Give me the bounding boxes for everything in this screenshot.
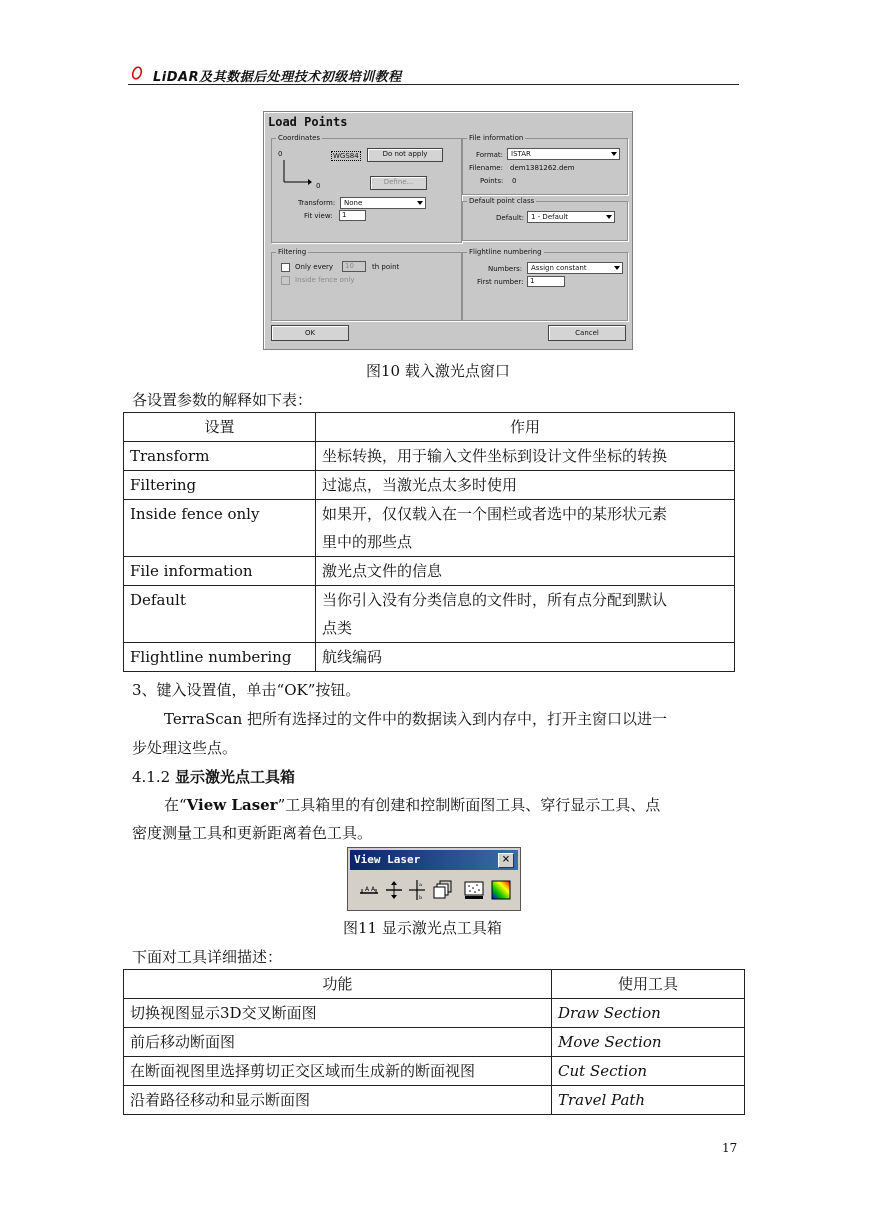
table-row	[124, 557, 735, 586]
svg-text:b: b	[419, 895, 423, 901]
table-header-cell: 设置	[124, 413, 316, 442]
only-every-label: Only every	[295, 263, 334, 271]
section-heading	[132, 766, 295, 787]
paragraph-2-suffix: ”工具箱里的有创建和控制断面图工具、穿行显示工具、点	[277, 796, 661, 814]
view-laser-toolbar	[347, 847, 521, 911]
table-cell: Move Section	[552, 1028, 745, 1057]
figure-11-caption: 图11 显示激光点工具箱	[343, 919, 502, 937]
first-number-label: First number:	[477, 278, 524, 286]
table-cell: 切换视图显示3D交叉断面图	[124, 999, 552, 1028]
table-cell: Default	[124, 586, 316, 643]
table-cell-line: 当你引入没有分类信息的文件时，所有点分配到默认	[322, 591, 668, 609]
dialog-title: Load Points	[268, 115, 348, 129]
inside-fence-label: Inside fence only	[295, 276, 355, 284]
svg-text:a: a	[419, 882, 422, 888]
table-cell: 沿着路径移动和显示断面图	[124, 1086, 552, 1115]
default-class-label: Default point class	[469, 197, 535, 205]
table1-intro: 各设置参数的解释如下表：	[132, 391, 313, 409]
first-number-input[interactable]: 1	[527, 276, 565, 287]
figure-10-caption: 图10 载入激光点窗口	[366, 362, 510, 380]
default-class-value: 1 - Default	[531, 213, 569, 221]
table-cell: Transform	[124, 442, 316, 471]
table-cell: 前后移动断面图	[124, 1028, 552, 1057]
header-title: LiDAR及其数据后处理技术初级培训教程	[153, 70, 402, 85]
table-cell: Inside fence only	[124, 500, 316, 557]
svg-text:A A: A A	[365, 886, 376, 893]
fit-view-input[interactable]: 1	[339, 210, 366, 221]
format-select[interactable]	[507, 148, 620, 160]
toolbar-title: View Laser	[354, 853, 421, 866]
wgs84-label: WGS84	[333, 152, 359, 160]
update-distance-coloring-icon[interactable]	[490, 879, 512, 901]
table-cell: Filtering	[124, 471, 316, 500]
chevron-down-icon	[417, 201, 423, 205]
table-header-cell: 使用工具	[552, 970, 745, 999]
filename-value: dem1381262.dem	[510, 164, 575, 172]
points-label: Points:	[480, 177, 504, 185]
table-cell: 在断面视图里选择剪切正交区域而生成新的断面视图	[124, 1057, 552, 1086]
paragraph-2-bold: View Laser	[186, 796, 278, 814]
table-header-row	[124, 970, 745, 999]
filename-label: Filename:	[469, 164, 503, 172]
chevron-down-icon	[614, 266, 620, 270]
paragraph-2-prefix: 在“	[164, 796, 187, 814]
file-info-label: File information	[469, 134, 524, 142]
points-value: 0	[512, 177, 517, 185]
table-row	[124, 1086, 745, 1115]
settings-table	[123, 412, 735, 672]
logo-icon	[131, 66, 143, 80]
table-cell: 过滤点，当激光点太多时使用	[316, 471, 735, 500]
paragraph-2-line-2: 密度测量工具和更新距离着色工具。	[132, 824, 373, 842]
fit-view-label: Fit view:	[304, 212, 333, 220]
format-label: Format:	[476, 151, 504, 159]
table-cell: Flightline numbering	[124, 643, 316, 672]
draw-section-icon[interactable]	[358, 879, 380, 901]
origin-top: 0	[278, 150, 283, 158]
flightline-label: Flightline numbering	[469, 248, 542, 256]
section-title: 显示激光点工具箱	[174, 768, 295, 786]
cancel-button[interactable]: Cancel	[548, 325, 626, 341]
table-row	[124, 999, 745, 1028]
table-cell-multiline	[316, 500, 735, 557]
page-number: 17	[722, 1141, 738, 1155]
chevron-down-icon	[611, 152, 617, 156]
travel-path-icon[interactable]	[432, 879, 454, 901]
define-button[interactable]: Define...	[370, 176, 427, 190]
table-cell: File information	[124, 557, 316, 586]
default-label: Default:	[496, 214, 524, 222]
only-every-input[interactable]: 10	[342, 261, 366, 272]
axes-icon	[282, 160, 312, 188]
chevron-down-icon	[606, 215, 612, 219]
header-rule	[128, 84, 739, 85]
table-cell: 航线编码	[316, 643, 735, 672]
load-points-dialog	[263, 111, 633, 350]
default-class-select[interactable]	[527, 211, 615, 223]
table-cell-line: 点类	[322, 619, 353, 637]
close-button[interactable]: ×	[498, 853, 514, 868]
paragraph-2-line-1	[164, 794, 660, 815]
section-number: 4.1.2	[132, 768, 171, 786]
transform-label: Transform:	[298, 199, 336, 207]
table-row	[124, 500, 735, 557]
table-row	[124, 1028, 745, 1057]
th-point-label: th point	[372, 263, 400, 271]
paragraph-1-line-2: 步处理这些点。	[132, 739, 238, 757]
filtering-label: Filtering	[278, 248, 307, 256]
table-cell: 坐标转换，用于输入文件坐标到设计文件坐标的转换	[316, 442, 735, 471]
table-cell-multiline	[316, 586, 735, 643]
table-row	[124, 586, 735, 643]
table-row	[124, 442, 735, 471]
table-header-cell: 功能	[124, 970, 552, 999]
numbers-label: Numbers:	[488, 265, 523, 273]
table2-intro: 下面对工具详细描述：	[132, 948, 283, 966]
toolbar-titlebar	[350, 850, 518, 870]
table-header-row	[124, 413, 735, 442]
table-cell: 激光点文件的信息	[316, 557, 735, 586]
table-row	[124, 643, 735, 672]
move-section-icon[interactable]	[383, 879, 405, 901]
table-cell: Draw Section	[552, 999, 745, 1028]
transform-value: None	[344, 199, 363, 207]
point-density-icon[interactable]	[463, 879, 485, 901]
table-row	[124, 1057, 745, 1086]
table-cell: Travel Path	[552, 1086, 745, 1115]
do-not-apply-button[interactable]: Do not apply	[367, 148, 443, 162]
inside-fence-checkbox[interactable]	[281, 276, 290, 285]
table-header-cell: 作用	[316, 413, 735, 442]
transform-select[interactable]	[340, 197, 426, 209]
numbers-value: Assign constant	[531, 264, 587, 272]
format-value: ISTAR	[511, 150, 531, 158]
ok-button[interactable]: OK	[271, 325, 349, 341]
coordinates-label: Coordinates	[278, 134, 321, 142]
cut-section-icon[interactable]	[406, 879, 428, 901]
table-row	[124, 471, 735, 500]
step-3-text: 3、键入设置值，单击“OK”按钮。	[132, 681, 361, 699]
table-cell: Cut Section	[552, 1057, 745, 1086]
table-cell-line: 里中的那些点	[322, 533, 413, 551]
numbers-select[interactable]	[527, 262, 623, 274]
table-cell-line: 如果开，仅仅载入在一个围栏或者选中的某形状元素	[322, 505, 668, 523]
paragraph-1-line-1: TerraScan 把所有选择过的文件中的数据读入到内存中，打开主窗口以进一	[164, 710, 668, 728]
tools-table	[123, 969, 745, 1115]
only-every-checkbox[interactable]	[281, 263, 290, 272]
origin-bottom: 0	[316, 182, 321, 190]
